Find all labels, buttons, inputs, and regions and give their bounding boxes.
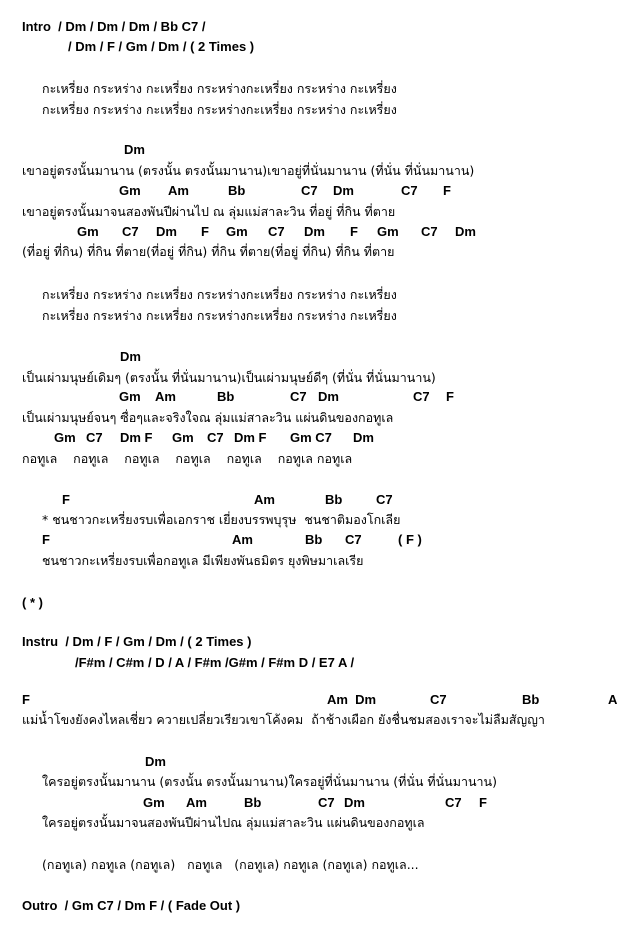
chord: F [201, 224, 209, 239]
chord: Dm [344, 795, 365, 810]
chord: Am [254, 492, 275, 507]
chord: Gm [54, 430, 76, 445]
lyric-line: เป็นเผ่ามนุษย์จนๆ ซื่อๆและจริงใจณ ลุ่มแม่สาละวิน แผ่นดินของกอทูเล [22, 410, 394, 425]
chord: A [608, 692, 618, 707]
chord: Gm [77, 224, 99, 239]
chord: Bb [305, 532, 323, 547]
chord: F [22, 692, 30, 707]
chord: Gm [143, 795, 165, 810]
chord: F [479, 795, 487, 810]
chord: Bb [244, 795, 262, 810]
chord: Dm [124, 142, 145, 157]
lyric-line: เขาอยู่ตรงนั้นมาจนสองพันปีผ่านไป ณ ลุ่มแม่สาละวิน ที่อยู่ ที่กิน ที่ตาย [22, 204, 396, 219]
refrain-line: กะเหรี่ยง กระหร่าง กะเหรี่ยง กระหร่างกะเหรี่ยง กระหร่าง กะเหรี่ยง [42, 81, 397, 96]
lyric-line: เป็นเผ่ามนุษย์เดิมๆ (ตรงนั้น ที่นั่นมานาน)เป็นเผ่ามนุษย์ดีๆ (ที่นั่น ที่นั่นมานาน) [22, 370, 436, 385]
lyric-line: แม่น้ำโขงยังคงไหลเชี่ยว ควายเปลี่ยวเรียวเขาโค้งคม ถ้าช้างเผือก ยังชื่นชมสองเราจะไม่ลืมสัญญา [22, 712, 545, 727]
chord: Bb [228, 183, 246, 198]
chord: Bb [522, 692, 540, 707]
chord: Am Dm [327, 692, 377, 707]
chord: C7 [345, 532, 362, 547]
chord: Gm [226, 224, 248, 239]
chord: C7 [376, 492, 393, 507]
chord: F [42, 532, 50, 547]
refrain-line: กะเหรี่ยง กระหร่าง กะเหรี่ยง กระหร่างกะเหรี่ยง กระหร่าง กะเหรี่ยง [42, 287, 397, 302]
chord: Bb [325, 492, 343, 507]
ending-line: (กอทูเล) กอทูเล (กอทูเล) กอทูเล (กอทูเล) กอทูเล (กอทูเล) กอทูเล... [42, 857, 419, 872]
chord: C7 [413, 389, 430, 404]
outro-line: Outro / Gm C7 / Dm F / ( Fade Out ) [22, 898, 241, 913]
chord: Dm [120, 349, 141, 364]
chord: C7 [207, 430, 224, 445]
chord: F [443, 183, 451, 198]
chord: Dm [333, 183, 354, 198]
chord: C7 [290, 389, 307, 404]
chord: Dm [304, 224, 325, 239]
chord: C7 [268, 224, 285, 239]
chord: Gm C7 [290, 430, 332, 445]
chord: Am [186, 795, 207, 810]
chord: F [350, 224, 358, 239]
chord: C7 [86, 430, 103, 445]
chord: C7 [421, 224, 438, 239]
lyric-line: กอทูเล กอทูเล กอทูเล กอทูเล กอทูเล กอทูเล กอทูเล [22, 451, 353, 466]
refrain-line: กะเหรี่ยง กระหร่าง กะเหรี่ยง กระหร่างกะเหรี่ยง กระหร่าง กะเหรี่ยง [42, 308, 397, 323]
lyric-line: ใครอยู่ตรงนั้นมาจนสองพันปีผ่านไปณ ลุ่มแม่สาละวิน แผ่นดินของกอทูเล [42, 815, 425, 830]
chord: Dm [145, 754, 166, 769]
chord: Gm [377, 224, 399, 239]
lyric-line: ชนชาวกะเหรี่ยงรบเพื่อกอทูเล มีเพียงพันธมิตร ยุงพิษมาเลเรีย [42, 553, 364, 568]
chord: C7 [318, 795, 335, 810]
chord: Am [155, 389, 176, 404]
chord: Dm F [234, 430, 267, 445]
chord: Dm [156, 224, 177, 239]
intro-line-2: / Dm / F / Gm / Dm / ( 2 Times ) [68, 39, 255, 54]
chord: Am [168, 183, 189, 198]
chord: Dm F [120, 430, 153, 445]
chord: Bb [217, 389, 235, 404]
instru-line-2: /F#m / C#m / D / A / F#m /G#m / F#m D / E7 A / [75, 655, 355, 670]
chord: C7 [122, 224, 139, 239]
chord: Am [232, 532, 253, 547]
chord: C7 [445, 795, 462, 810]
chord: Gm [119, 389, 141, 404]
lyric-line: ใครอยู่ตรงนั้นมานาน (ตรงนั้น ตรงนั้นมานาน)ใครอยู่ที่นั่นมานาน (ที่นั่น ที่นั่นมานาน) [42, 774, 497, 789]
lyric-line: เขาอยู่ตรงนั้นมานาน (ตรงนั้น ตรงนั้นมานาน)เขาอยู่ที่นั่นมานาน (ที่นั่น ที่นั่นมานาน) [22, 163, 475, 178]
chord: Gm [119, 183, 141, 198]
chord: F [446, 389, 454, 404]
lyric-line: * ชนชาวกะเหรี่ยงรบเพื่อเอกราช เยี่ยงบรรพบุรุษ ชนชาติมองโกเลีย [42, 512, 401, 527]
chord: ( F ) [398, 532, 422, 547]
chord: F [62, 492, 70, 507]
chord: Dm [353, 430, 374, 445]
chord: Gm [172, 430, 194, 445]
chord: Dm [318, 389, 339, 404]
repeat-mark: ( * ) [22, 595, 43, 610]
instru-line-1: Instru / Dm / F / Gm / Dm / ( 2 Times ) [22, 634, 252, 649]
chord: C7 [430, 692, 447, 707]
intro-line-1: Intro / Dm / Dm / Dm / Bb C7 / [22, 19, 206, 34]
chord: C7 [301, 183, 318, 198]
chord: Dm [455, 224, 476, 239]
lyric-line: (ที่อยู่ ที่กิน) ที่กิน ที่ตาย(ที่อยู่ ที่กิน) ที่กิน ที่ตาย(ที่อยู่ ที่กิน) ที่กิน ที่ตาย [22, 244, 395, 259]
chord: C7 [401, 183, 418, 198]
refrain-line: กะเหรี่ยง กระหร่าง กะเหรี่ยง กระหร่างกะเหรี่ยง กระหร่าง กะเหรี่ยง [42, 102, 397, 117]
